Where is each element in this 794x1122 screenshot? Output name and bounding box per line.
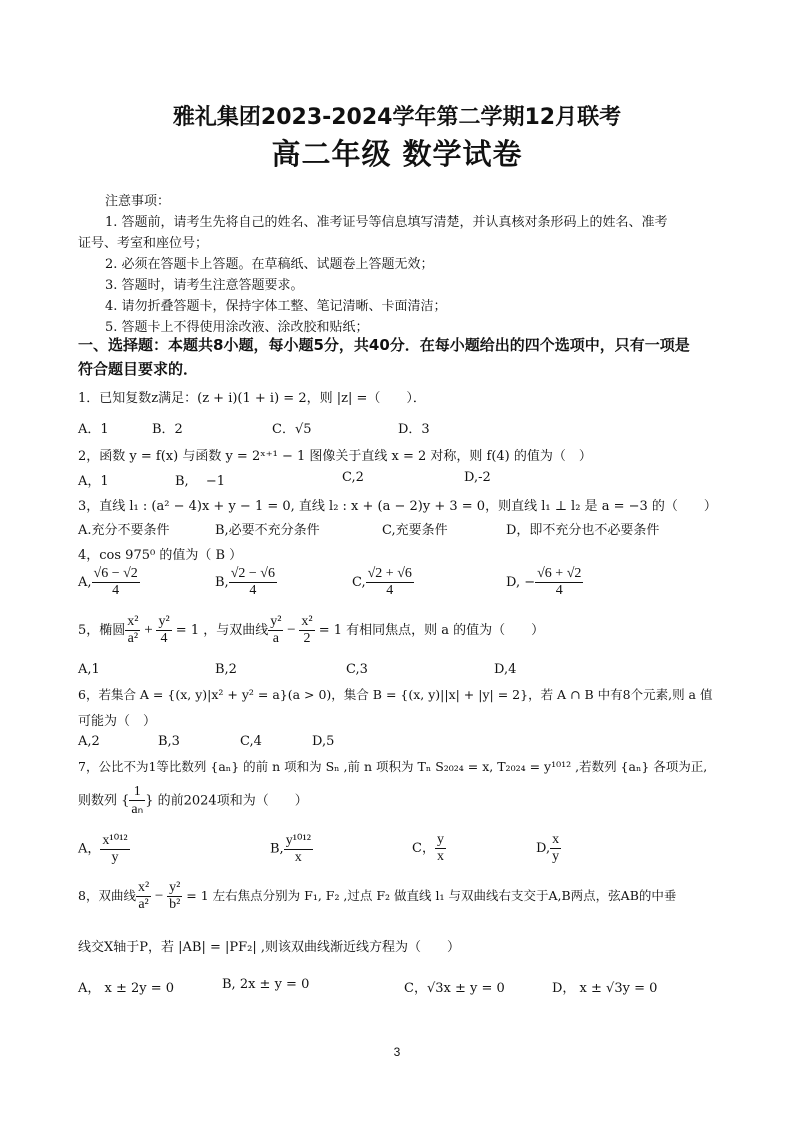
q3-option-a: A.充分不要条件 — [78, 523, 170, 538]
q5-option-d: D,4 — [494, 662, 517, 677]
q8-text: 8，双曲线 — [78, 888, 136, 903]
q4-option-b-fraction — [229, 566, 277, 599]
q4-option-c-fraction — [366, 566, 414, 599]
notice-heading: 注意事项： — [105, 194, 171, 209]
q5-text: 5，椭圆 — [78, 623, 126, 638]
numerator: y² — [158, 614, 170, 629]
q7-option-c-label: C， — [412, 841, 435, 856]
question-6-stem: 6，若集合 A = {(x, y)|x² + y² = a}(a > 0)，集合 B = {(x, y)||x| + |y| = 2}，若 A ∩ B 中有8个元素,则 a 值 — [78, 687, 713, 702]
question-1-stem: 1．已知复数z满足：(z + i)(1 + i) = 2，则 |z| =（ ）． — [78, 391, 426, 406]
q5-text: = 1 ，与双曲线 — [171, 623, 269, 638]
q8-operator: − — [151, 888, 168, 904]
q1-option-d: D．3 — [398, 422, 430, 437]
q8-fraction — [136, 880, 151, 913]
q4-option-b — [215, 566, 277, 599]
q1-option-c: C．√5 — [272, 422, 312, 437]
q8-fraction — [167, 880, 182, 913]
notice-item: 1. 答题前，请考生先将自己的姓名、准考证号等信息填写清楚，并认真核对条形码上的姓名、准考 — [105, 215, 668, 230]
numerator: y¹⁰¹² — [285, 833, 311, 848]
q3-option-b: B,必要不充分条件 — [215, 523, 320, 538]
question-8-stem — [78, 880, 676, 913]
numerator: x — [552, 832, 560, 847]
denominator: b² — [169, 897, 181, 912]
q7-option-b-fraction — [284, 832, 313, 866]
denominator: y — [111, 850, 119, 865]
q7-option-d — [536, 832, 561, 865]
q5-text: = 1 有相同焦点，则 a 的值为（ ） — [314, 623, 545, 638]
q2-option-a: A，1 — [78, 474, 109, 489]
question-4-stem: 4，cos 975⁰ 的值为（ B ） — [78, 548, 243, 563]
q7-option-d-fraction — [550, 832, 561, 865]
numerator: √2 + √6 — [367, 566, 412, 581]
numerator: x² — [301, 614, 313, 629]
section-heading-cont: 符合题目要求的． — [78, 360, 199, 378]
denominator: 4 — [249, 583, 257, 598]
notice-item: 3. 答题时，请考生注意答题要求。 — [105, 278, 304, 293]
q3-option-d: D，即不充分也不必要条件 — [506, 523, 660, 538]
notice-item: 2. 必须在答题卡上答题。在草稿纸、试题卷上答题无效； — [105, 257, 434, 272]
q1-option-b: B．2 — [152, 422, 183, 437]
q7-option-d-label: D, — [536, 841, 551, 856]
question-6-stem-cont: 可能为（ ） — [78, 714, 157, 729]
q5-fraction — [299, 614, 314, 647]
denominator: x — [436, 849, 444, 864]
q5-fraction — [268, 614, 283, 647]
q4-option-c — [352, 566, 414, 599]
q6-option-d: D,5 — [312, 734, 335, 749]
numerator: y² — [169, 880, 181, 895]
notice-item: 4. 请勿折叠答题卡，保持字体工整、笔记清晰、卡面清洁； — [105, 299, 447, 314]
q7-option-c-fraction — [435, 832, 446, 865]
q5-option-a: A,1 — [78, 662, 100, 677]
q4-option-d — [506, 566, 583, 599]
q5-fraction — [125, 614, 140, 647]
page-number: 3 — [393, 1045, 401, 1059]
exam-title: 雅礼集团2023-2024学年第二学期12月联考 — [172, 105, 622, 130]
q8-option-b: B, 2x ± y = 0 — [222, 977, 310, 992]
notice-item: 5. 答题卡上不得使用涂改液、涂改胶和贴纸； — [105, 320, 369, 335]
numerator: y² — [270, 614, 282, 629]
q7-option-a — [78, 832, 130, 866]
q5-option-b: B,2 — [215, 662, 237, 677]
denominator: 2 — [303, 631, 311, 646]
denominator: a² — [138, 897, 149, 912]
q4-option-d-label: D, − — [506, 575, 536, 590]
q1-option-a: A．1 — [78, 422, 109, 437]
q6-option-a: A,2 — [78, 734, 100, 749]
question-5-stem — [78, 614, 544, 647]
q5-operator: + — [140, 622, 157, 638]
q7-text: } 的前2024项和为（ ） — [145, 793, 308, 809]
q5-fraction — [156, 614, 171, 647]
q7-fraction — [129, 784, 145, 818]
section-heading: 一、选择题：本题共8小题，每小题5分，共40分．在每小题给出的四个选项中，只有一项是 — [78, 336, 690, 354]
q2-option-c: C,2 — [342, 470, 364, 485]
denominator: y — [552, 849, 560, 864]
denominator: 4 — [386, 583, 394, 598]
q7-option-c — [412, 832, 446, 865]
q8-option-c: C，√3x ± y = 0 — [404, 981, 505, 996]
numerator: y — [436, 832, 444, 847]
numerator: √6 − √2 — [93, 566, 138, 581]
question-2-stem: 2，函数 y = f(x) 与函数 y = 2ˣ⁺¹ − 1 图像关于直线 x = 2 对称，则 f(4) 的值为（ ） — [78, 449, 592, 464]
q4-option-a — [78, 566, 140, 599]
q8-option-d: D， x ± √3y = 0 — [552, 981, 658, 996]
numerator: x² — [137, 880, 150, 895]
q8-text: = 1 左右焦点分别为 F₁, F₂ ,过点 F₂ 做直线 l₁ 与双曲线右支交于A,B两点，弦AB的中垂 — [182, 888, 677, 903]
q7-option-b-label: B, — [270, 841, 284, 857]
q7-option-a-fraction — [100, 832, 129, 866]
q7-option-a-label: A， — [78, 841, 101, 857]
numerator: √6 + √2 — [537, 566, 582, 581]
question-3-stem: 3，直线 l₁ : (a² − 4)x + y − 1 = 0, 直线 l₂ : x + (a − 2)y + 3 = 0，则直线 l₁ ⊥ l₂ 是 a = −3 的（ ） — [78, 499, 717, 514]
q4-option-a-label: A, — [78, 575, 92, 590]
numerator: x¹⁰¹² — [102, 833, 128, 848]
q6-option-b: B,3 — [158, 734, 180, 749]
q4-option-b-label: B, — [215, 575, 229, 590]
denominator: x — [294, 850, 302, 865]
q2-option-d: D,-2 — [464, 470, 491, 485]
question-7-stem-cont — [78, 784, 308, 818]
denominator: aₙ — [131, 802, 144, 817]
q5-option-c: C,3 — [346, 662, 368, 677]
notice-item: 证号、考室和座位号； — [78, 236, 209, 251]
q6-option-c: C,4 — [240, 734, 262, 749]
q3-option-c: C,充要条件 — [382, 523, 448, 538]
denominator: 4 — [112, 583, 120, 598]
q7-text: 则数列 { — [78, 793, 130, 809]
q5-operator: − — [283, 622, 300, 638]
question-7-stem: 7，公比不为1等比数列 {aₙ} 的前 n 项和为 Sₙ ,前 n 项积为 Tₙ S₂₀₂₄ = x, T₂₀₂₄ = y¹⁰¹² ,若数列 {aₙ} 各项为正, — [78, 759, 708, 774]
denominator: 4 — [160, 631, 168, 646]
numerator: √2 − √6 — [230, 566, 275, 581]
question-8-stem-cont: 线交X轴于P，若 |AB| = |PF₂| ,则该双曲线渐近线方程为（ ） — [78, 940, 460, 955]
q4-option-c-label: C, — [352, 575, 366, 590]
q7-option-b — [270, 832, 313, 866]
q2-option-b: B, −1 — [175, 474, 225, 489]
q4-option-a-fraction — [92, 566, 140, 599]
denominator: a — [272, 631, 279, 646]
numerator: x² — [127, 614, 139, 629]
exam-subtitle: 高二年级 数学试卷 — [271, 137, 523, 171]
q4-option-d-fraction — [535, 566, 583, 599]
q8-option-a: A， x ± 2y = 0 — [78, 981, 175, 996]
denominator: a² — [127, 631, 139, 646]
denominator: 4 — [555, 583, 563, 598]
numerator: 1 — [129, 784, 145, 801]
